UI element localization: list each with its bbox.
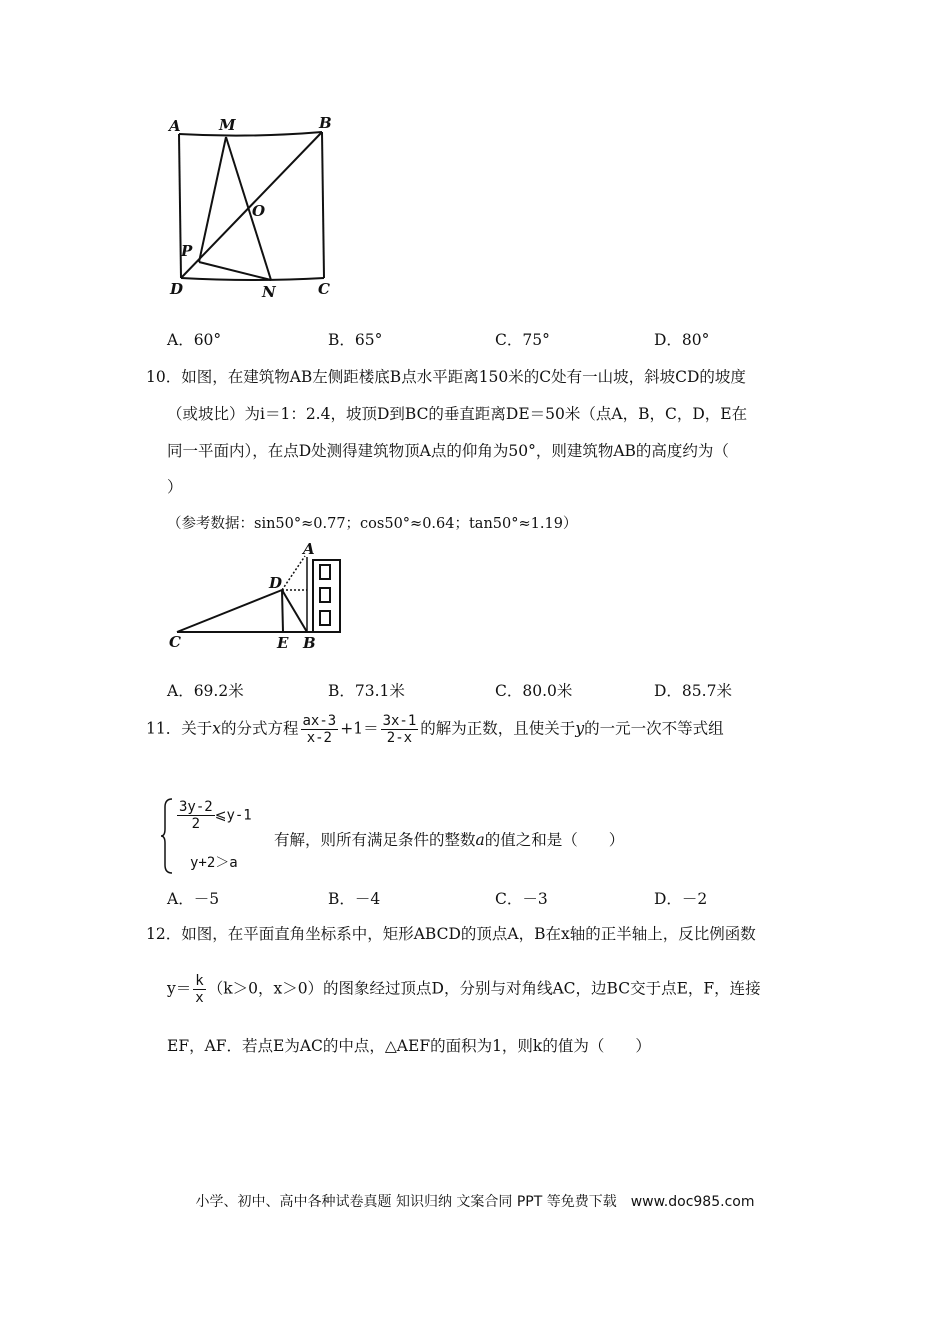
- q11-f1-denominator: x-2: [306, 730, 332, 747]
- q11-option-c: C．－3: [495, 890, 548, 908]
- fig9-label-P: P: [181, 242, 193, 260]
- q10-line4: ）: [167, 478, 183, 496]
- fig10-label-D: D: [269, 574, 283, 592]
- q10-option-b: B．73.1米: [328, 682, 405, 700]
- q11-ineq-denominator: 2: [191, 816, 201, 833]
- q10-option-a: A．69.2米: [167, 682, 244, 700]
- fig9-label-D: D: [170, 280, 184, 298]
- q11-f2-numerator: 3x-1: [382, 713, 417, 729]
- q11-ineq-fraction: [177, 799, 215, 832]
- q11-plus: +1＝: [340, 719, 379, 738]
- fig10-label-A: A: [303, 542, 315, 558]
- q11-var-a: a: [475, 831, 485, 849]
- q11-var-x: x: [212, 719, 221, 738]
- fig9-label-M: M: [219, 116, 236, 134]
- q10-line3: 同一平面内），在点D处测得建筑物顶A点的仰角为50°，则建筑物AB的高度约为（: [167, 442, 729, 460]
- q10-figure: [165, 542, 355, 652]
- q11-tail: [274, 828, 624, 850]
- fig9-label-A: A: [169, 117, 181, 135]
- fig9-label-C: C: [318, 280, 330, 298]
- q11-mid3: 的一元一次不等式组: [584, 719, 724, 738]
- q12-k-numerator: k: [195, 973, 204, 989]
- q10-reference-data: （参考数据：sin50°≈0.77；cos50°≈0.64；tan50°≈1.19）: [167, 516, 578, 532]
- q12-fraction: [193, 973, 205, 1006]
- q9-option-d: D．80°: [654, 331, 710, 349]
- page-footer: 小学、初中、高中各种试卷真题 知识归纳 文案合同 PPT 等免费下载 www.doc985.com: [195, 1194, 755, 1210]
- q11-f2-denominator: 2-x: [386, 730, 413, 747]
- q12-k-denominator: x: [195, 990, 204, 1007]
- q11-option-d: D．－2: [654, 890, 708, 908]
- fig10-label-B: B: [303, 634, 316, 652]
- q11-inequality-1: [177, 799, 252, 832]
- q11-tail-text: 有解，则所有满足条件的整数: [274, 831, 476, 849]
- q11-brace: [160, 797, 174, 875]
- q9-figure: [165, 112, 345, 302]
- q9-option-c: C．75°: [495, 331, 550, 349]
- q11-tail2: 的值之和是（ ）: [484, 831, 625, 849]
- fig9-label-O: O: [252, 202, 266, 220]
- q12-line1: 12．如图，在平面直角坐标系中，矩形ABCD的顶点A，B在x轴的正半轴上，反比例函数: [146, 925, 756, 943]
- q11-option-a: A．－5: [167, 890, 220, 908]
- q11-ineq-rhs: ⩽y-1: [214, 807, 252, 824]
- q12-line3: EF，AF．若点E为AC的中点，△AEF的面积为1，则k的值为（ ）: [167, 1037, 651, 1055]
- fig9-label-B: B: [319, 114, 332, 132]
- q9-option-a: A．60°: [167, 331, 222, 349]
- q12-line2-rest: （k＞0，x＞0）的图象经过顶点D，分别与对角线AC，边BC交于点E，F，连接: [207, 979, 761, 998]
- q12-y-eq: y＝: [167, 979, 192, 998]
- q11-mid1: 的分式方程: [220, 719, 299, 738]
- q12-line2: [167, 973, 761, 1006]
- q11-pre: 11．关于: [146, 719, 213, 738]
- q11-fraction-1: [301, 713, 339, 746]
- q11-ineq-numerator: 3y-2: [179, 799, 213, 815]
- q11-mid2: 的解为正数，且使关于: [420, 719, 576, 738]
- fig10-label-E: E: [277, 634, 289, 652]
- q11-var-y: y: [575, 719, 585, 738]
- q11-inequality-2: y+2＞a: [190, 855, 238, 871]
- q11-fraction-2: [381, 713, 419, 746]
- q10-option-d: D．85.7米: [654, 682, 732, 700]
- q11-f1-numerator: ax-3: [302, 713, 337, 729]
- q9-option-b: B．65°: [328, 331, 383, 349]
- q10-option-c: C．80.0米: [495, 682, 573, 700]
- q10-line1: 10．如图，在建筑物AB左侧距楼底B点水平距离150米的C处有一山坡，斜坡CD的坡度: [146, 368, 746, 386]
- fig9-label-N: N: [262, 283, 276, 301]
- q10-line2: （或坡比）为i＝1：2.4，坡顶D到BC的垂直距离DE＝50米（点A，B，C，D，E在: [167, 405, 748, 423]
- q11-line1: [146, 713, 724, 746]
- q11-option-b: B．－4: [328, 890, 381, 908]
- fig10-label-C: C: [169, 633, 181, 651]
